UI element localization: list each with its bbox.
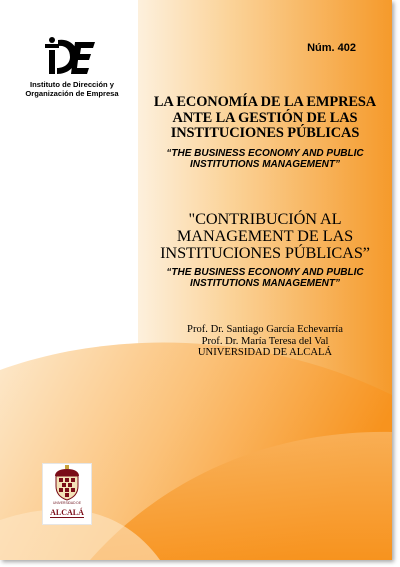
seal-divider <box>50 517 84 518</box>
second-title <box>152 210 378 261</box>
university-seal <box>42 463 92 525</box>
second-title-line: MANAGEMENT DE LAS <box>176 226 354 245</box>
main-title-line: LA ECONOMÍA DE LA EMPRESA <box>153 94 377 110</box>
main-title-line: ANTE LA GESTIÓN DE LAS <box>172 109 358 126</box>
institute-name-line-2: Organización de Empresa <box>25 89 119 99</box>
institute-logo-block <box>12 34 132 99</box>
subtitle-line: INSTITUTIONS MANAGEMENT” <box>190 158 340 170</box>
institute-name-line-1: Instituto de Dirección y <box>30 80 114 89</box>
subtitle-line: “THE BUSINESS ECONOMY AND PUBLIC <box>166 267 364 278</box>
english-subtitle <box>152 148 378 171</box>
seal-top-text: UNIVERSIDAD DE <box>52 501 82 505</box>
university-name: UNIVERSIDAD DE ALCALÁ <box>197 347 333 359</box>
ide-logo-icon <box>45 34 99 78</box>
spanish-title-block <box>152 95 378 170</box>
second-title-line: "CONTRIBUCIÓN AL <box>188 209 342 228</box>
author-name: Prof. Dr. Santiago García Echevarría <box>187 324 343 335</box>
authors-block <box>152 324 378 359</box>
university-seal-icon <box>43 464 91 502</box>
institute-name <box>12 80 132 99</box>
subtitle-line: INSTITUTIONS MANAGEMENT” <box>190 278 340 290</box>
issue-number: Núm. 402 <box>307 42 356 54</box>
main-title <box>152 95 378 142</box>
subtitle-line: “THE BUSINESS ECONOMY AND PUBLIC <box>166 147 364 159</box>
main-title-line: INSTITUCIONES PÚBLICAS <box>170 125 360 141</box>
seal-bottom-text: ALCALÁ <box>50 508 84 517</box>
author-name: Prof. Dr. María Teresa del Val <box>201 335 329 347</box>
second-title-line: INSTITUCIONES PÚBLICAS” <box>160 243 370 262</box>
second-english-subtitle <box>152 267 378 290</box>
second-title-block <box>152 210 378 290</box>
